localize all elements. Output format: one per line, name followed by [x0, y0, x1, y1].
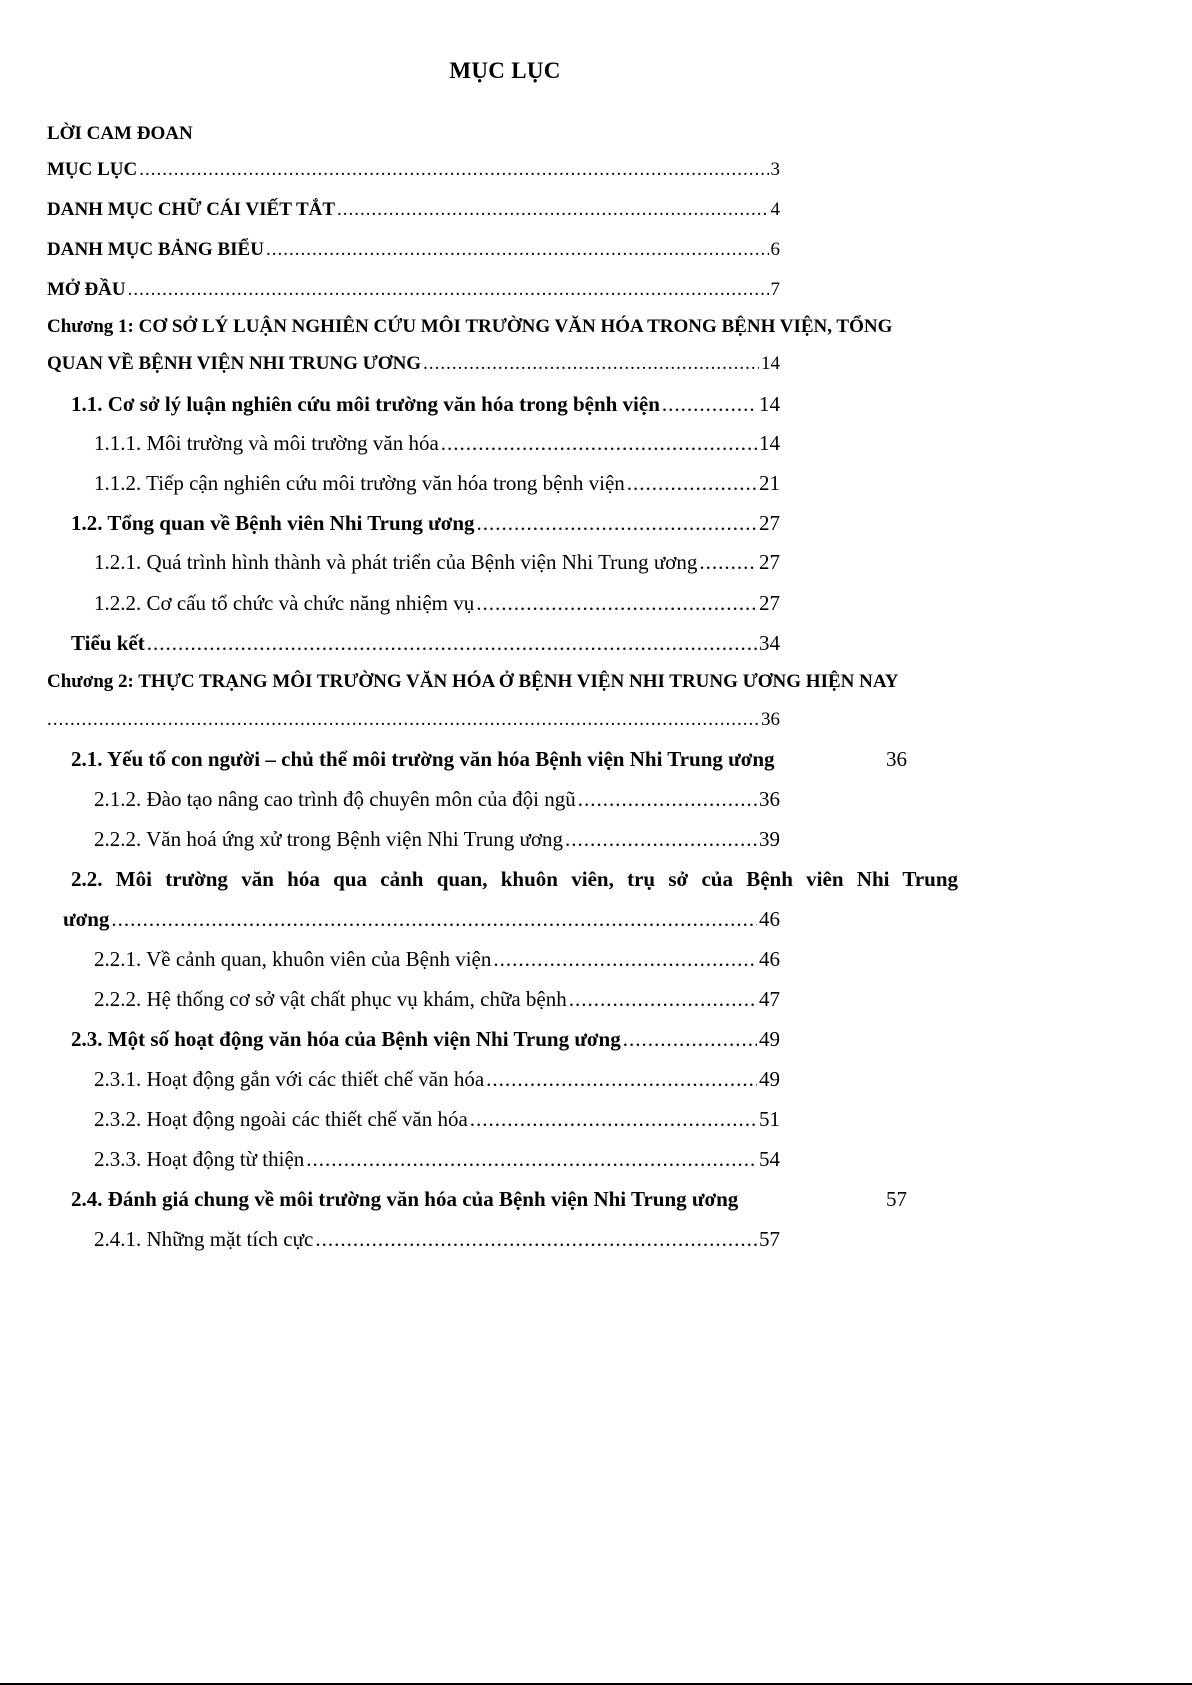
dot-leader	[441, 433, 757, 454]
dot-leader	[569, 989, 757, 1010]
toc-page-number: 21	[759, 471, 780, 495]
toc-entry-label: 2.2.2. Hệ thống cơ sở vật chất phục vụ khám, chữa bệnh	[94, 987, 567, 1011]
dot-leader	[627, 473, 757, 494]
toc-subsection-2-2-1[interactable]	[94, 949, 780, 970]
dot-leader	[477, 513, 757, 534]
toc-page-number: 46	[759, 907, 780, 931]
toc-entry-label: DANH MỤC CHỮ CÁI VIẾT TẮT	[47, 199, 336, 220]
toc-page-number: 36	[886, 747, 907, 771]
toc-chapter-2[interactable]	[47, 710, 780, 729]
toc-entry-label: 2.2.1. Về cảnh quan, khuôn viên của Bệnh viện	[94, 947, 492, 971]
dot-leader	[266, 240, 769, 259]
toc-entry-label: MỞ ĐẦU	[47, 279, 126, 300]
toc-entry-label: 1.1. Cơ sở lý luận nghiên cứu môi trường văn hóa trong bệnh viện	[71, 392, 660, 416]
dot-leader	[623, 1029, 757, 1050]
dot-leader	[306, 1149, 757, 1170]
toc-page-number: 3	[770, 159, 780, 180]
toc-chapter-1-line1[interactable]: Chương 1: CƠ SỞ LÝ LUẬN NGHIÊN CỨU MÔI TRƯỜNG VĂN HÓA TRONG BỆNH VIỆN, TỔNG	[47, 316, 893, 337]
toc-entry-label: MỤC LỤC	[47, 159, 138, 180]
toc-entry-label: 1.2. Tổng quan về Bệnh viên Nhi Trung ương	[71, 511, 475, 535]
toc-page-number: 49	[759, 1027, 780, 1051]
toc-subsection-1-1-2[interactable]	[94, 473, 780, 494]
dot-leader	[470, 1109, 757, 1130]
toc-entry-introduction[interactable]	[47, 280, 780, 299]
toc-page-number: 34	[759, 631, 780, 655]
dot-leader	[315, 1229, 757, 1250]
toc-page-number: 6	[770, 239, 780, 260]
toc-entry-label: 2.4.1. Những mặt tích cực	[94, 1227, 314, 1251]
toc-subsection-2-2-2-a[interactable]	[94, 829, 780, 850]
toc-entry-label: 2.3. Một số hoạt động văn hóa của Bệnh viện Nhi Trung ương	[71, 1027, 621, 1051]
page-title: MỤC LỤC	[449, 58, 561, 83]
toc-section-2-2-line1[interactable]: 2.2. Môi trường văn hóa qua cảnh quan, khuôn viên, trụ sở của Bệnh viên Nhi Trung	[71, 867, 958, 891]
toc-summary[interactable]	[71, 633, 780, 654]
toc-page-number: 27	[759, 550, 780, 574]
toc-page-number: 57	[886, 1187, 907, 1211]
dot-leader	[337, 200, 768, 219]
toc-entry-label: ương	[63, 907, 110, 931]
toc-subsection-1-1-1[interactable]	[94, 433, 780, 454]
toc-section-2-3[interactable]	[71, 1029, 780, 1050]
toc-entry-label: 2.3.3. Hoạt động từ thiện	[94, 1147, 305, 1171]
toc-section-2-1[interactable]: 2.1. Yếu tố con người – chủ thể môi trường văn hóa Bệnh viện Nhi Trung ương	[71, 747, 775, 771]
dot-leader	[699, 552, 757, 573]
toc-page-number: 14	[759, 431, 780, 455]
toc-entry-label: 1.2.2. Cơ cấu tổ chức và chức năng nhiệm vụ	[94, 591, 475, 615]
dot-leader	[423, 354, 759, 373]
dot-leader	[476, 593, 757, 614]
toc-entry-label: 2.2.2. Văn hoá ứng xử trong Bệnh viện Nhi Trung ương	[94, 827, 563, 851]
toc-chapter-1[interactable]	[47, 354, 780, 373]
dot-leader	[493, 949, 757, 970]
toc-page-number: 51	[759, 1107, 780, 1131]
toc-page-number: 14	[761, 353, 780, 374]
dot-leader	[128, 280, 769, 299]
toc-page-number: 47	[759, 987, 780, 1011]
toc-section-1-2[interactable]	[71, 513, 780, 534]
toc-section-2-4[interactable]: 2.4. Đánh giá chung về môi trường văn hóa của Bệnh viện Nhi Trung ương	[71, 1187, 739, 1211]
toc-subsection-2-3-1[interactable]	[94, 1069, 780, 1090]
toc-subsection-1-2-1[interactable]	[94, 552, 780, 573]
toc-subsection-2-3-3[interactable]	[94, 1149, 780, 1170]
toc-entry-label: 1.1.2. Tiếp cận nghiên cứu môi trường văn hóa trong bệnh viện	[94, 471, 625, 495]
toc-entry-label: 2.3.1. Hoạt động gắn với các thiết chế văn hóa	[94, 1067, 485, 1091]
dot-leader	[47, 710, 759, 729]
toc-page-number: 27	[759, 591, 780, 615]
dot-leader	[139, 160, 768, 179]
toc-page-number: 49	[759, 1067, 780, 1091]
toc-section-2-2[interactable]	[63, 909, 780, 930]
toc-entry-label: 1.1.1. Môi trường và môi trường văn hóa	[94, 431, 439, 455]
toc-entry-label: QUAN VỀ BỆNH VIỆN NHI TRUNG ƯƠNG	[47, 353, 422, 374]
toc-entry-abbreviations[interactable]	[47, 200, 780, 219]
toc-chapter-2-line1[interactable]: Chương 2: THỰC TRẠNG MÔI TRƯỜNG VĂN HÓA Ở BỆNH VIỆN NHI TRUNG ƯƠNG HIỆN NAY	[47, 671, 899, 692]
toc-page-number: 54	[759, 1147, 780, 1171]
toc-page-number: 14	[759, 392, 780, 416]
toc-page-number: 36	[759, 787, 780, 811]
dot-leader	[147, 633, 757, 654]
toc-entry-tables[interactable]	[47, 240, 780, 259]
toc-page-number: 57	[759, 1227, 780, 1251]
dot-leader	[578, 789, 757, 810]
toc-entry-label: 2.3.2. Hoạt động ngoài các thiết chế văn hóa	[94, 1107, 468, 1131]
toc-subsection-2-3-2[interactable]	[94, 1109, 780, 1130]
toc-entry-label: 2.1.2. Đào tạo nâng cao trình độ chuyên môn của đội ngũ	[94, 787, 576, 811]
dot-leader	[111, 909, 757, 930]
toc-subsection-2-4-1[interactable]	[94, 1229, 780, 1250]
toc-section-1-1[interactable]	[71, 394, 780, 415]
toc-subsection-2-2-2-b[interactable]	[94, 989, 780, 1010]
dot-leader	[565, 829, 757, 850]
toc-entry-label: 1.2.1. Quá trình hình thành và phát triển của Bệnh viện Nhi Trung ương	[94, 550, 698, 574]
toc-page-number: 27	[759, 511, 780, 535]
toc-page-number: 4	[770, 199, 780, 220]
toc-page-number: 46	[759, 947, 780, 971]
dot-leader	[486, 1069, 757, 1090]
toc-subsection-2-1-2[interactable]	[94, 789, 780, 810]
toc-page-number: 36	[761, 709, 780, 730]
toc-subsection-1-2-2[interactable]	[94, 593, 780, 614]
toc-page-number: 39	[759, 827, 780, 851]
toc-page-number: 7	[770, 279, 780, 300]
toc-entry-label: DANH MỤC BẢNG BIỂU	[47, 239, 264, 260]
toc-entry-loi-cam-doan: LỜI CAM ĐOAN	[47, 123, 193, 144]
dot-leader	[662, 394, 757, 415]
toc-entry-muc-luc[interactable]	[47, 160, 780, 179]
toc-entry-label: Tiểu kết	[71, 631, 145, 655]
